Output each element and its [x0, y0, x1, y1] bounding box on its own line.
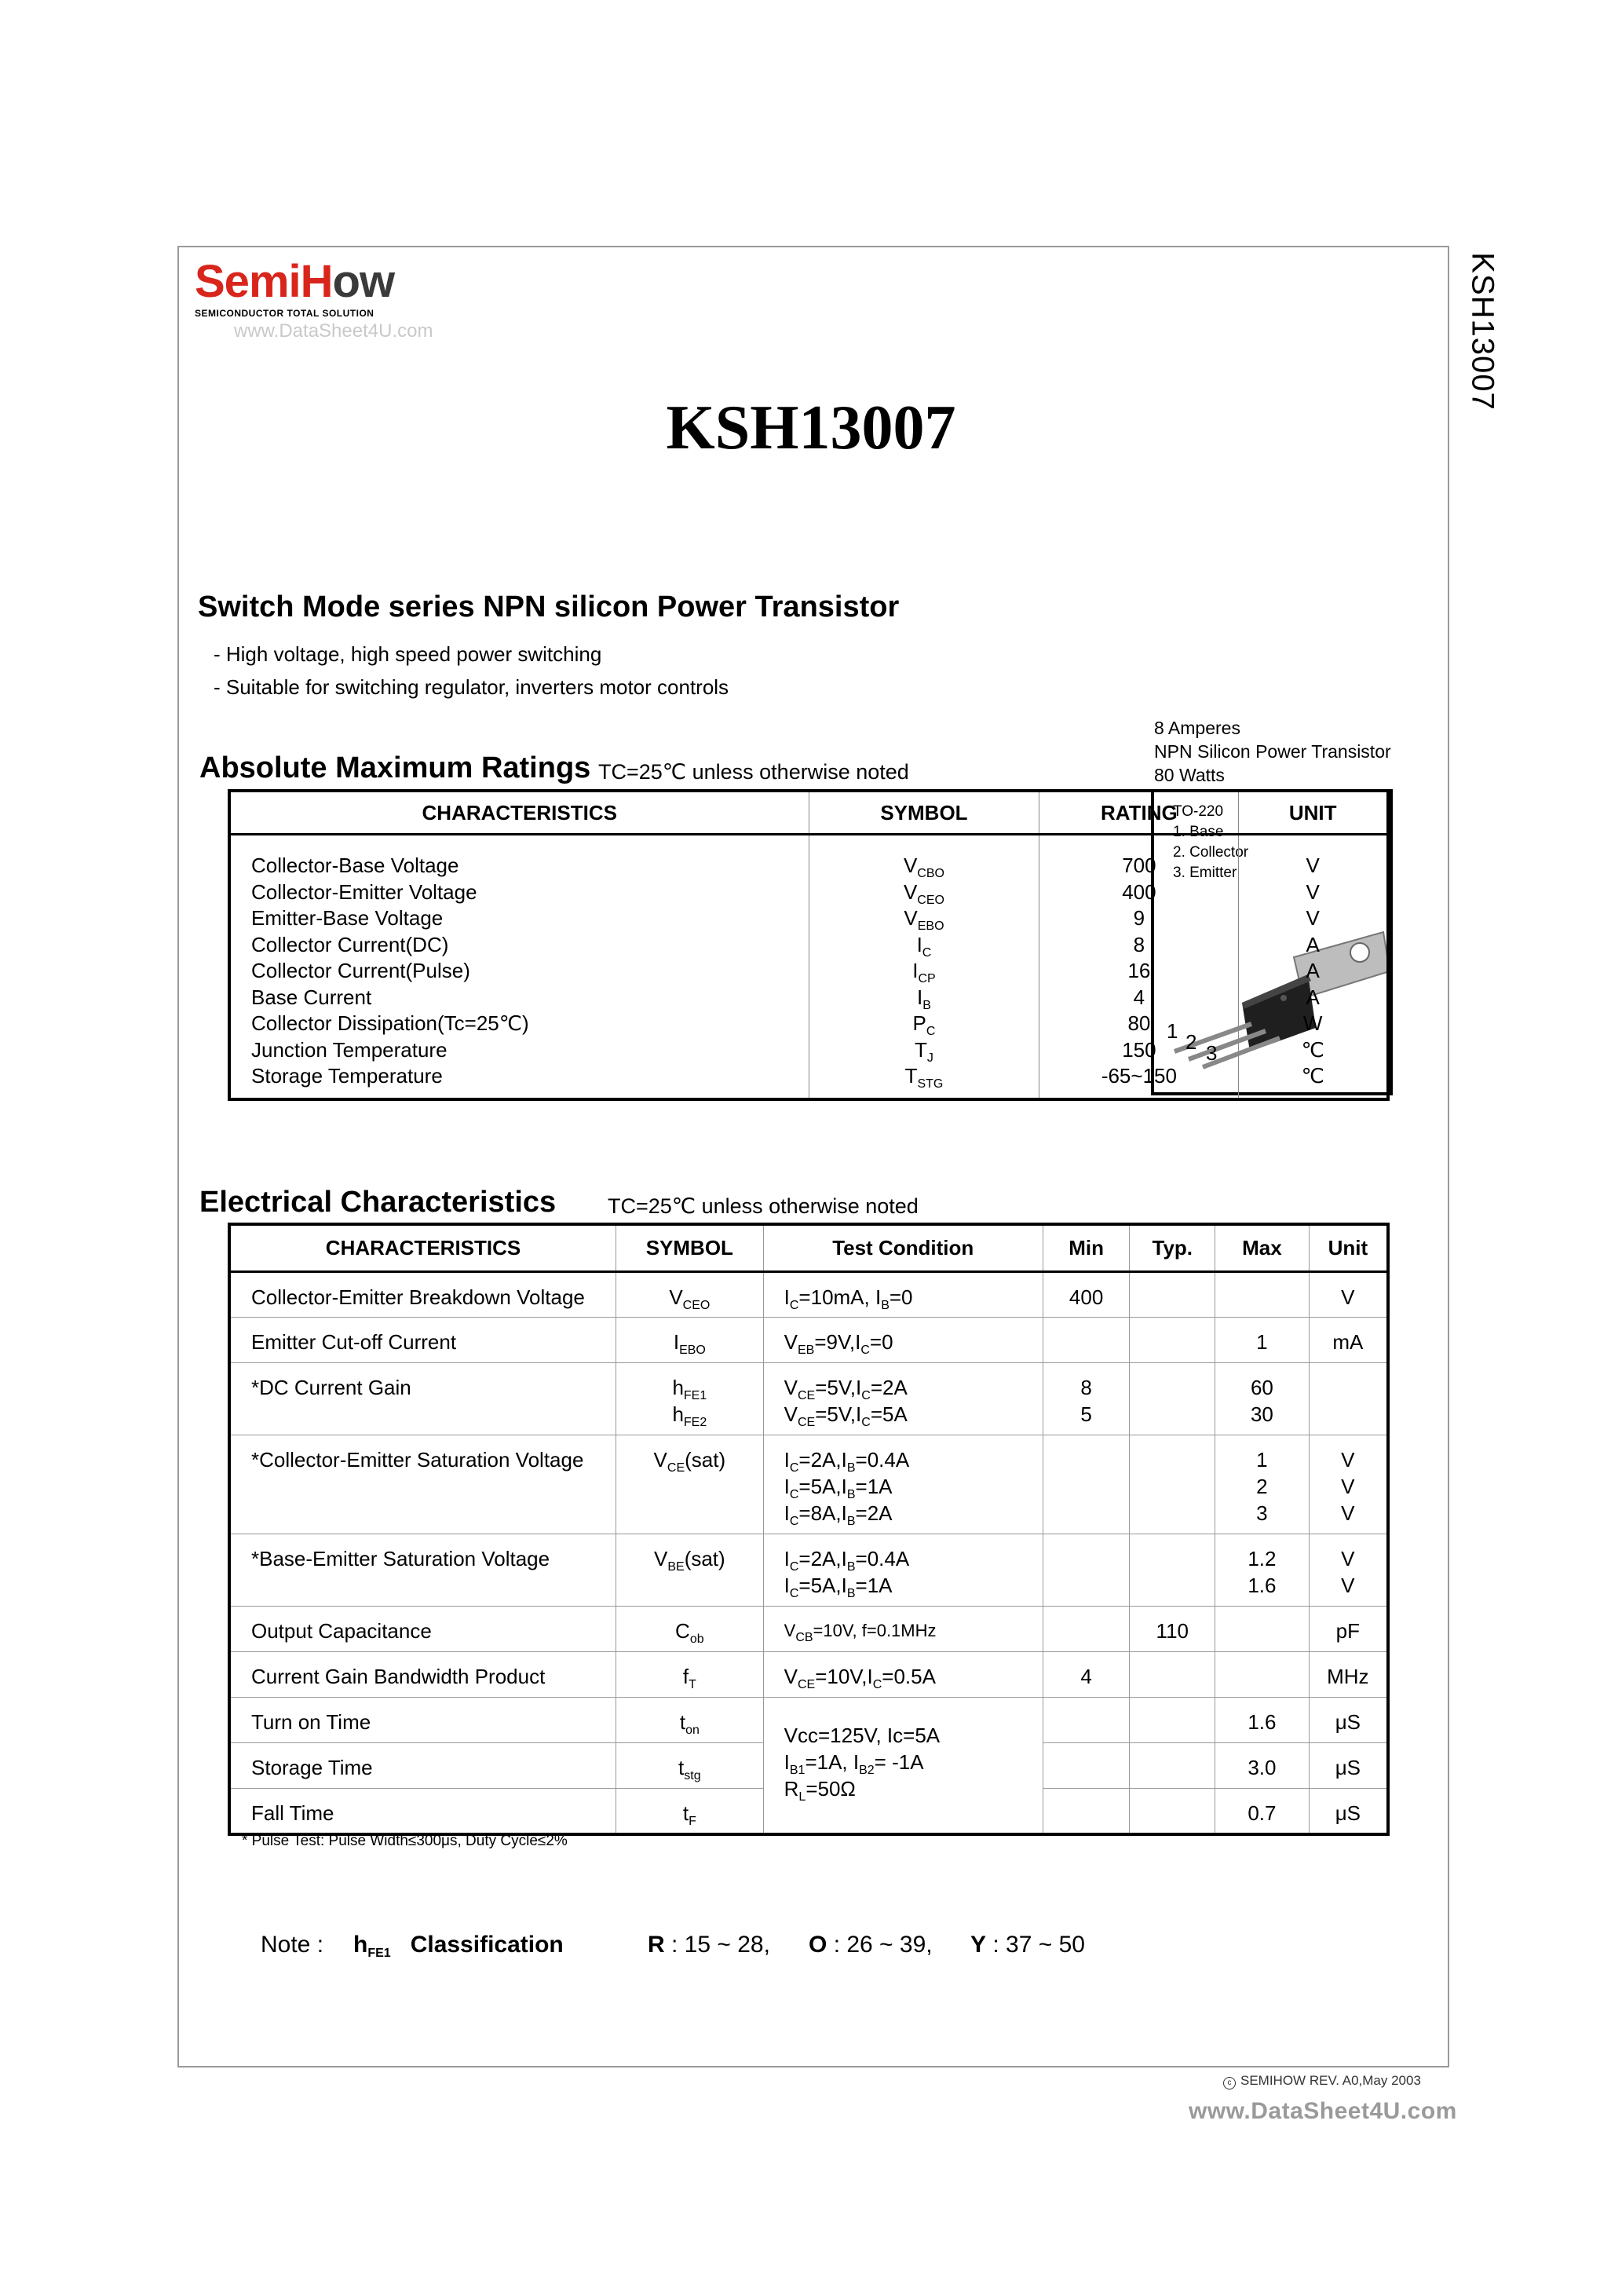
table-row: *Collector-Emitter Saturation Voltage $V_{CE}(sat)$ $I_C=2A,I_B=0.4A$ $I_C=5A,I_B=1A$ $I_C=8A,I_B=2A$ 1 2 3 V V V [229, 1435, 1388, 1534]
pin-number: 2 [1185, 1030, 1197, 1054]
column-header: SYMBOL [616, 1224, 764, 1272]
table-row: Collector-Emitter Breakdown Voltage $V_{CEO}$ $I_C=10mA$, $I_B=0$ 400 V [229, 1272, 1388, 1318]
table-row: Fall Time $t_F$ 0.7 μS [229, 1789, 1388, 1835]
watermark-text[interactable]: www.DataSheet4U.com [234, 320, 433, 342]
amr-section-title: Absolute Maximum Ratings [199, 751, 591, 784]
table-row: Emitter Cut-off Current $I_{EBO}$ $V_{EB}=9V,I_C=0$ 1 mA [229, 1318, 1388, 1363]
switching-test-condition: Vcc=125V, Ic=5A $I_{B1}=1A$, $I_{B2}= -1A$ $R_L=50\Omega$ [763, 1698, 1043, 1835]
column-header: Min [1043, 1224, 1130, 1272]
table-header-row [229, 1224, 1388, 1272]
ec-section-note: TC=25℃ unless otherwise noted [608, 1194, 919, 1218]
table-row: *Base-Emitter Saturation Voltage $V_{BE}(sat)$ $I_C=2A,I_B=0.4A$ $I_C=5A,I_B=1A$ 1.2 1.6 V V [229, 1534, 1388, 1607]
absolute-maximum-ratings-table [228, 789, 1390, 1101]
page-title: KSH13007 [666, 393, 956, 462]
unit-column: V V V A A A W ℃ ℃ [1239, 835, 1388, 1099]
amr-section-note: TC=25℃ unless otherwise noted [598, 760, 909, 784]
side-part-number: KSH13007 [1465, 252, 1500, 411]
rating-column: 700 400 9 8 16 4 80 150 -65~150 [1039, 835, 1239, 1099]
table-row: *DC Current Gain $h_{FE1}$ $h_{FE2}$ $V_{CE}=5V,I_C=2A$ $V_{CE}=5V,I_C=5A$ 8 5 60 30 [229, 1363, 1388, 1435]
column-header: Unit [1309, 1224, 1388, 1272]
table-row: Storage Time $t_{stg}$ 3.0 μS [229, 1743, 1388, 1789]
feature-item: - High voltage, high speed power switching [214, 642, 602, 666]
note-label: Note : [261, 1932, 324, 1958]
copyright: c SEMIHOW REV. A0,May 2003 [1223, 2073, 1421, 2089]
column-header: CHARACTERISTICS [229, 1224, 616, 1272]
ec-section-title: Electrical Characteristics [199, 1186, 557, 1219]
table-row: Turn on Time $t_{on}$ Vcc=125V, Ic=5A $I_{B1}=1A$, $I_{B2}= -1A$ $R_L=50\Omega$ 1.6 μS [229, 1698, 1388, 1743]
package-description: 8 Amperes NPN Silicon Power Transistor 80 Watts [1154, 718, 1391, 785]
table-row: Current Gain Bandwidth Product $f_T$ $V_{CE}=10V,I_C=0.5A$ 4 MHz [229, 1652, 1388, 1698]
package-pin-labels: TO-220 1. Base 2. Collector 3. Emitter [1173, 803, 1249, 881]
copyright-icon: c [1223, 2077, 1236, 2089]
column-header: Test Condition [763, 1224, 1043, 1272]
class-y: Y : 37 ~ 50 [970, 1932, 1085, 1958]
pin-number: 3 [1206, 1041, 1218, 1065]
table-header-row [229, 791, 1388, 835]
feature-item: - Suitable for switching regulator, inverters motor controls [214, 675, 729, 699]
pulse-test-footnote: * Pulse Test: Pulse Width≤300μs, Duty Cycle≤2% [242, 1833, 568, 1849]
column-header: CHARACTERISTICS [229, 791, 809, 835]
column-header: Max [1215, 1224, 1310, 1272]
pin-number: 1 [1167, 1019, 1178, 1043]
footer-watermark[interactable]: www.DataSheet4U.com [1189, 2098, 1457, 2124]
table-row: Output Capacitance $C_{ob}$ $V_{CB}=10V$, f=0.1MHz 110 pF [229, 1607, 1388, 1652]
class-r: R : 15 ~ 28, [648, 1932, 770, 1958]
logo-tagline: SEMICONDUCTOR TOTAL SOLUTION [195, 308, 374, 319]
electrical-characteristics-table [228, 1223, 1390, 1836]
subtitle: Switch Mode series NPN silicon Power Transistor [198, 590, 900, 623]
column-header: SYMBOL [809, 791, 1039, 835]
characteristics-column: Collector-Base Voltage Collector-Emitter Voltage Emitter-Base Voltage Collector Current(DC) Collector Current(Pulse) Base Current Collector Dissipation(Tc=25℃) Junction Temperature Storage Temperature [251, 854, 529, 1088]
semihow-logo: SemiHow SEMICONDUCTOR TOTAL SOLUTION www.DataSheet4U.com [195, 256, 433, 342]
class-o: O : 26 ~ 39, [809, 1932, 933, 1958]
symbol-column: $V_{CBO}$ $V_{CEO}$ $V_{EBO}$ $I_C$ $I_{CP}$ $I_B$ $P_C$ $T_J$ $T_{STG}$ [809, 835, 1039, 1099]
hfe-classification-label: $h_{FE1}$ Classification [353, 1932, 564, 1960]
column-header: RATING [1039, 791, 1239, 835]
column-header: UNIT [1239, 791, 1388, 835]
column-header: Typ. [1130, 1224, 1215, 1272]
table-body-row [229, 835, 1388, 1099]
